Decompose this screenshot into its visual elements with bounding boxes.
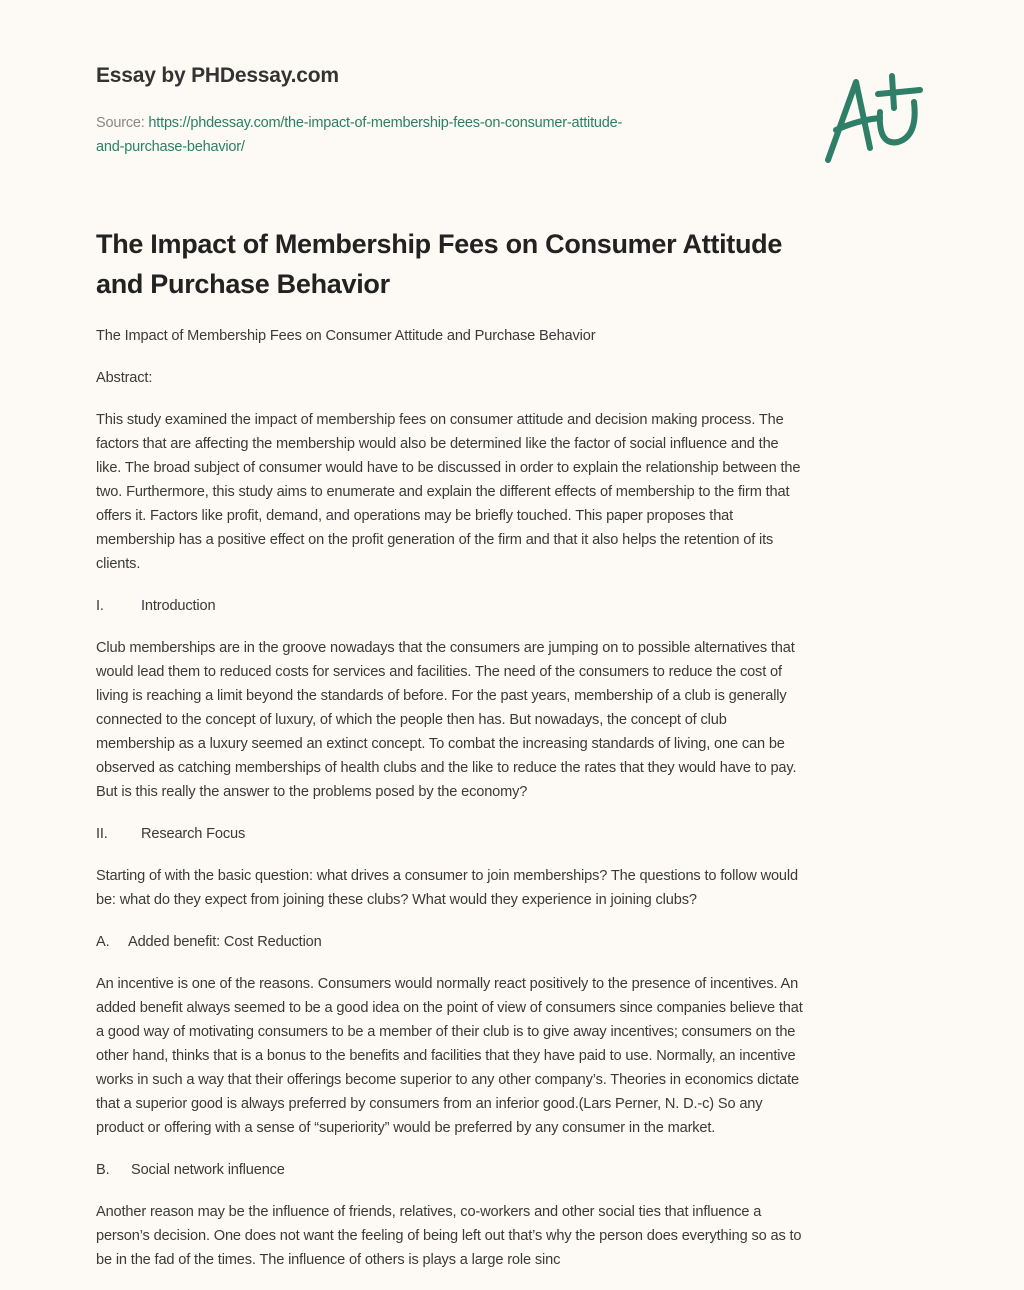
paragraph: [96, 408, 936, 576]
essay-title: The Impact of Membership Fees on Consumer Attitude and Purchase Behavior: [96, 229, 783, 299]
section-number: I.: [96, 598, 104, 614]
paragraph-line: Club memberships are in the groove nowadays that the consumers are jumping on to possible alternatives that: [96, 640, 795, 656]
paragraph: [96, 324, 936, 348]
paragraph-line: membership has a positive effect on the profit generation of the firm and that it also helps the retention of its: [96, 532, 774, 548]
paragraph: [96, 864, 936, 912]
section-heading-text: Social network influence: [131, 1162, 285, 1178]
paragraph-line: membership as a luxury seemed an extinct concept. To combat the increasing standards of living, one can be: [96, 736, 785, 752]
paragraph-line: that a superior good is always preferred by consumers from an inferior good.(Lars Perner, N. D.-c) So any: [96, 1096, 763, 1112]
paragraph-line: Abstract:: [96, 370, 153, 386]
paragraph-line: other hand, thinks that is a bonus to the benefits and facilities that they have paid to use. Normally, an incentive: [96, 1048, 796, 1064]
essay-body: [96, 324, 936, 1290]
section-heading-text: Introduction: [141, 598, 216, 614]
paragraph-line: product or offering with a sense of “superiority” would be preferred by any consumer in the market.: [96, 1120, 716, 1136]
paragraph-line: Another reason may be the influence of friends, relatives, co-workers and other social ties that influence a: [96, 1204, 762, 1220]
paragraph-line: be: what do they expect from joining these clubs? What would they experience in joining clubs?: [96, 892, 697, 908]
paragraph-line: factors that are affecting the membership would also be determined like the factor of social influence and the: [96, 436, 779, 452]
paragraph-line: Starting of with the basic question: what drives a consumer to join memberships? The questions to follow would: [96, 868, 798, 884]
paragraph-line: clients.: [96, 556, 141, 572]
section-number: II.: [96, 826, 108, 842]
paragraph-line: living is reaching a limit beyond the standards of before. For the past years, membership of a club is generally: [96, 688, 787, 704]
paragraph: [96, 366, 936, 390]
section-heading-text: Added benefit: Cost Reduction: [128, 934, 322, 950]
source-label: Source:: [96, 115, 145, 131]
section-heading: [96, 594, 936, 618]
a-plus-logo-icon: [818, 68, 928, 168]
paragraph-line: a good way of motivating consumers to be a member of their club is to give away incentives; consumers on the: [96, 1024, 796, 1040]
section-heading-text: Research Focus: [141, 826, 246, 842]
paragraph-line: connected to the concept of luxury, of which the people then has. But nowadays, the concept of club: [96, 712, 727, 728]
paragraph-line: The Impact of Membership Fees on Consumer Attitude and Purchase Behavior: [96, 328, 596, 344]
section-heading: [96, 1158, 936, 1182]
paragraph-line: offers it. Factors like profit, demand, and operations may be briefly touched. This paper proposes that: [96, 508, 734, 524]
paragraph-line: works in such a way that their offerings become superior to any other company’s. Theories in economics dictate: [96, 1072, 800, 1088]
paragraph-line: observed as catching memberships of health clubs and the like to reduce the rates that they would have to pay.: [96, 760, 797, 776]
section-heading: [96, 930, 936, 954]
paragraph: [96, 972, 936, 1140]
paragraph-line: person’s decision. One does not want the feeling of being left out that’s why the person does everything so as to: [96, 1228, 802, 1244]
paragraph: [96, 636, 936, 804]
paragraph-line: But is this really the answer to the problems posed by the economy?: [96, 784, 528, 800]
paragraph-line: would lead them to reduced costs for services and facilities. The need of the consumers to reduce the cost of: [96, 664, 782, 680]
paragraph-line: like. The broad subject of consumer would have to be discussed in order to explain the relationship between the: [96, 460, 801, 476]
section-number: A.: [96, 934, 110, 950]
paragraph-line: added benefit always seemed to be a good idea on the point of view of consumers since companies believe that: [96, 1000, 803, 1016]
paragraph-line: two. Furthermore, this study aims to enumerate and explain the different effects of membership to the firm that: [96, 484, 790, 500]
source-block: [96, 111, 622, 159]
paragraph-line: This study examined the impact of membership fees on consumer attitude and decision making process. The: [96, 412, 784, 428]
section-number: B.: [96, 1162, 110, 1178]
section-heading: [96, 822, 936, 846]
paragraph-line: be in the fad of the times. The influence of others is plays a large role sinc: [96, 1252, 561, 1268]
site-title: Essay by PHDessay.com: [96, 64, 339, 87]
paragraph: [96, 1200, 936, 1272]
paragraph-line: An incentive is one of the reasons. Consumers would normally react positively to the presence of incentives. An: [96, 976, 799, 992]
source-link[interactable]: https://phdessay.com/the-impact-of-membership-fees-on-consumer-attitude- and-purchase-behavior/: [96, 115, 623, 155]
